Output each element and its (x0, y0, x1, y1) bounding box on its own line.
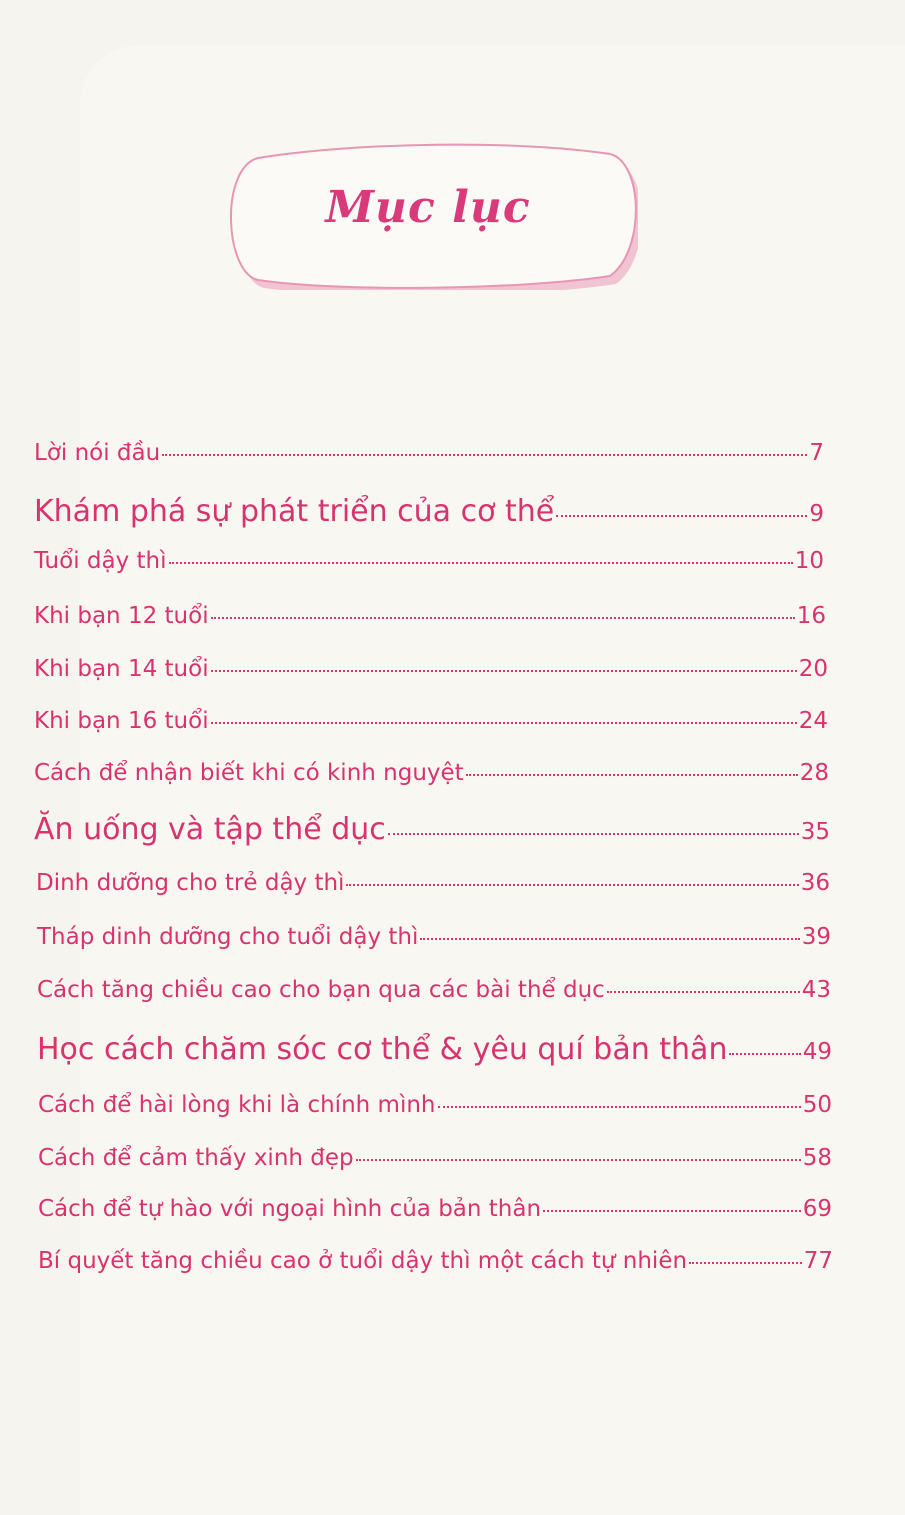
toc-row-page: 77 (803, 1248, 833, 1274)
toc-row (34, 494, 824, 529)
toc-row-page: 10 (794, 548, 824, 574)
toc-row-label: Tháp dinh dưỡng cho tuổi dậy thì (37, 924, 419, 950)
toc-row (38, 1248, 833, 1274)
toc-row (38, 1145, 832, 1171)
toc-dot-leader (466, 774, 798, 776)
toc-row (34, 812, 830, 847)
toc-row-label: Khi bạn 12 tuổi (34, 603, 209, 629)
toc-row-label: Ăn uống và tập thể dục (34, 812, 386, 847)
toc-row-label: Khi bạn 16 tuổi (34, 708, 209, 734)
toc-dot-leader (556, 515, 807, 517)
toc-row (34, 548, 824, 574)
toc-row-label: Học cách chăm sóc cơ thể & yêu quí bản thân (37, 1032, 728, 1067)
toc-row-page: 35 (800, 819, 830, 845)
toc-row (38, 1196, 832, 1222)
toc-row-page: 39 (801, 924, 831, 950)
toc-row-page: 50 (802, 1092, 832, 1118)
toc-dot-leader (356, 1159, 801, 1161)
toc-row-page: 16 (796, 603, 826, 629)
toc-row (34, 440, 824, 466)
toc-row (37, 1032, 832, 1067)
toc-row-label: Khám phá sự phát triển của cơ thể (34, 494, 555, 529)
toc-row (36, 870, 830, 896)
toc-dot-leader (729, 1053, 800, 1055)
toc-dot-leader (388, 833, 799, 835)
toc-row (34, 656, 828, 682)
toc-row-page: 9 (809, 501, 824, 527)
toc-row-label: Lời nói đầu (34, 440, 161, 466)
toc-row (34, 603, 826, 629)
toc-row-label: Cách để cảm thấy xinh đẹp (38, 1145, 354, 1171)
toc-dot-leader (162, 454, 807, 456)
toc-row-page: 7 (809, 440, 824, 466)
toc-row-page: 58 (802, 1145, 832, 1171)
toc-row-page: 43 (801, 977, 831, 1003)
toc-dot-leader (420, 938, 799, 940)
toc-row-page: 24 (798, 708, 828, 734)
toc-dot-leader (211, 617, 795, 619)
toc-row-page: 69 (802, 1196, 832, 1222)
toc-row (37, 924, 831, 950)
toc-dot-leader (346, 884, 798, 886)
page-title: Mục lục (325, 182, 531, 233)
toc-row (37, 977, 831, 1003)
toc-row (38, 1092, 832, 1118)
toc-row-page: 49 (802, 1039, 832, 1065)
toc-dot-leader (211, 722, 797, 724)
toc-row (34, 760, 829, 786)
toc-row (34, 708, 828, 734)
toc-dot-leader (211, 670, 797, 672)
toc-row-label: Cách để nhận biết khi có kinh nguyệt (34, 760, 464, 786)
toc-row-label: Cách để hài lòng khi là chính mình (38, 1092, 436, 1118)
toc-row-label: Cách để tự hào với ngoại hình của bản thân (38, 1196, 542, 1222)
toc-dot-leader (689, 1262, 802, 1264)
toc-dot-leader (543, 1210, 801, 1212)
toc-dot-leader (169, 562, 793, 564)
toc-row-label: Tuổi dậy thì (34, 548, 167, 574)
toc-row-page: 28 (799, 760, 829, 786)
toc-row-label: Cách tăng chiều cao cho bạn qua các bài thể dục (37, 977, 605, 1003)
toc-row-label: Bí quyết tăng chiều cao ở tuổi dậy thì một cách tự nhiên (38, 1248, 688, 1274)
toc-dot-leader (438, 1106, 801, 1108)
toc-row-page: 20 (798, 656, 828, 682)
toc-row-page: 36 (800, 870, 830, 896)
toc-dot-leader (607, 991, 800, 993)
toc-row-label: Khi bạn 14 tuổi (34, 656, 209, 682)
toc-row-label: Dinh dưỡng cho trẻ dậy thì (36, 870, 345, 896)
